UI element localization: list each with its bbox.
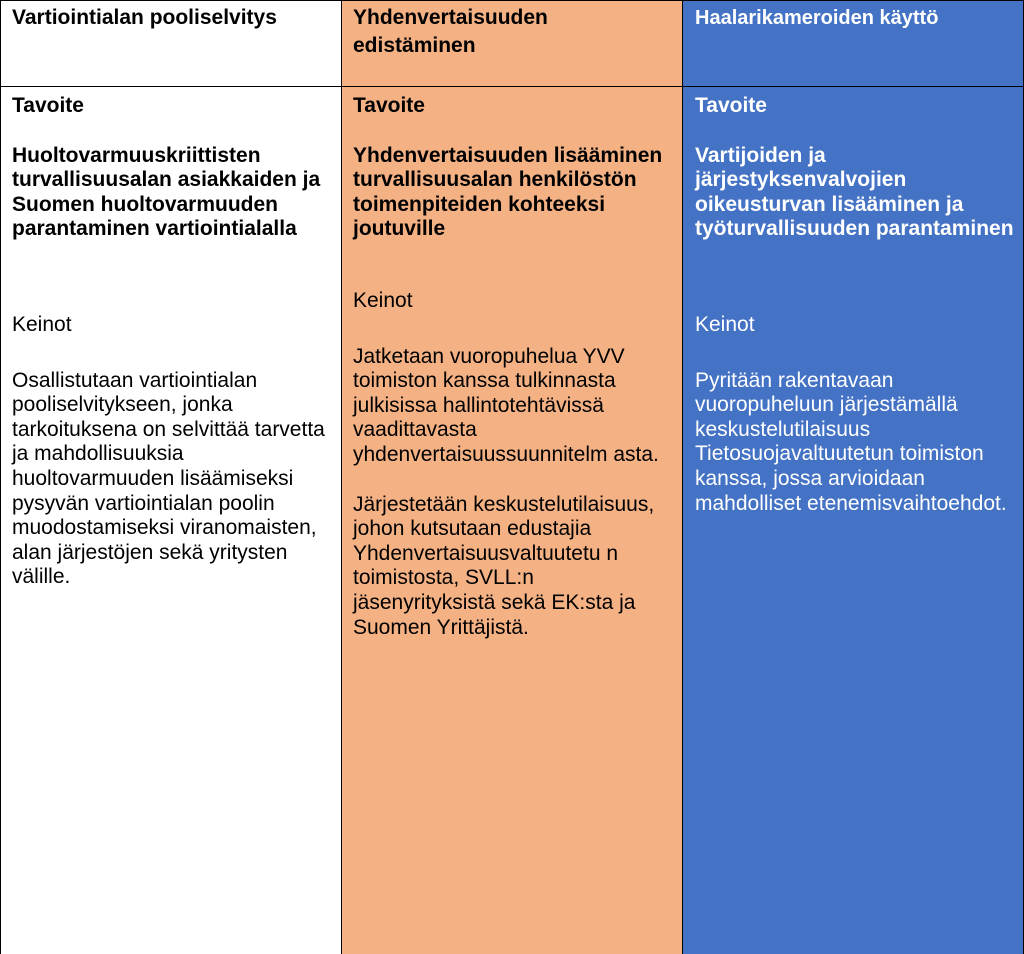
- column-pool-study: [0, 0, 341, 954]
- header-divider: [0, 86, 1024, 87]
- column-header-text: Haalarikameroiden käyttö: [695, 7, 939, 29]
- column-divider: [682, 0, 683, 954]
- means-text: Järjestetään keskustelutilaisuus, johon kutsutaan edustajia Yhdenvertaisuusvaltuutetu n toimistosta, SVLL:n jäsenyrityksistä sekä EK:sta ja Suomen Yrittäjistä.: [353, 492, 655, 639]
- column-body-cameras: [682, 0, 1024, 954]
- goal-label: Tavoite: [695, 94, 767, 117]
- means-label: Keinot: [695, 312, 755, 336]
- table-border-top: [0, 0, 1024, 1]
- means-label: Keinot: [353, 288, 413, 312]
- column-body: [341, 86, 682, 954]
- table-border-left: [0, 0, 1, 954]
- goal-text: Huoltovarmuuskriittisten turvallisuusalan asiakkaiden ja Suomen huoltovarmuuden parantaminen vartiointialalla: [12, 143, 321, 241]
- column-header-text: Yhdenvertaisuuden edistäminen: [353, 6, 548, 57]
- column-divider: [341, 0, 342, 954]
- column-header-text: Vartiointialan pooliselvitys: [12, 6, 277, 29]
- means-text: Jatketaan vuoropuhelua YVV toimiston kanssa tulkinnasta julkisissa hallintotehtävissä vaadittavasta yhdenvertaisuussuunnitelm asta.: [353, 344, 659, 466]
- goal-label: Tavoite: [353, 94, 425, 117]
- column-body: [682, 86, 1024, 954]
- goal-label: Tavoite: [12, 94, 84, 117]
- column-header: [682, 0, 1024, 86]
- column-equality: [341, 0, 682, 954]
- column-header: [341, 0, 682, 86]
- goal-text: Yhdenvertaisuuden lisääminen turvallisuusalan henkilöstön toimenpiteiden kohteeksi joutuville: [353, 143, 663, 241]
- means-text: Pyritään rakentavaan vuoropuheluun järjestämällä keskustelutilaisuus Tietosuojavaltuutetun toimiston kanssa, jossa arvioidaan mahdolliset etenemisvaihtoehdot.: [695, 368, 1007, 515]
- column-header: [0, 0, 341, 86]
- goal-text: Vartijoiden ja järjestyksenvalvojien oikeusturvan lisääminen ja työturvallisuuden parantaminen: [695, 143, 1014, 241]
- column-body: [0, 86, 341, 954]
- means-text: Osallistutaan vartiointialan pooliselvitykseen, jonka tarkoituksena on selvittää tarvetta ja mahdollisuuksia huoltovarmuuden lisäämiseksi pysyvän vartiointialan poolin muodostamiseksi viranomaisten, alan järjestöjen sekä yritysten välille.: [12, 368, 325, 589]
- means-label: Keinot: [12, 312, 72, 336]
